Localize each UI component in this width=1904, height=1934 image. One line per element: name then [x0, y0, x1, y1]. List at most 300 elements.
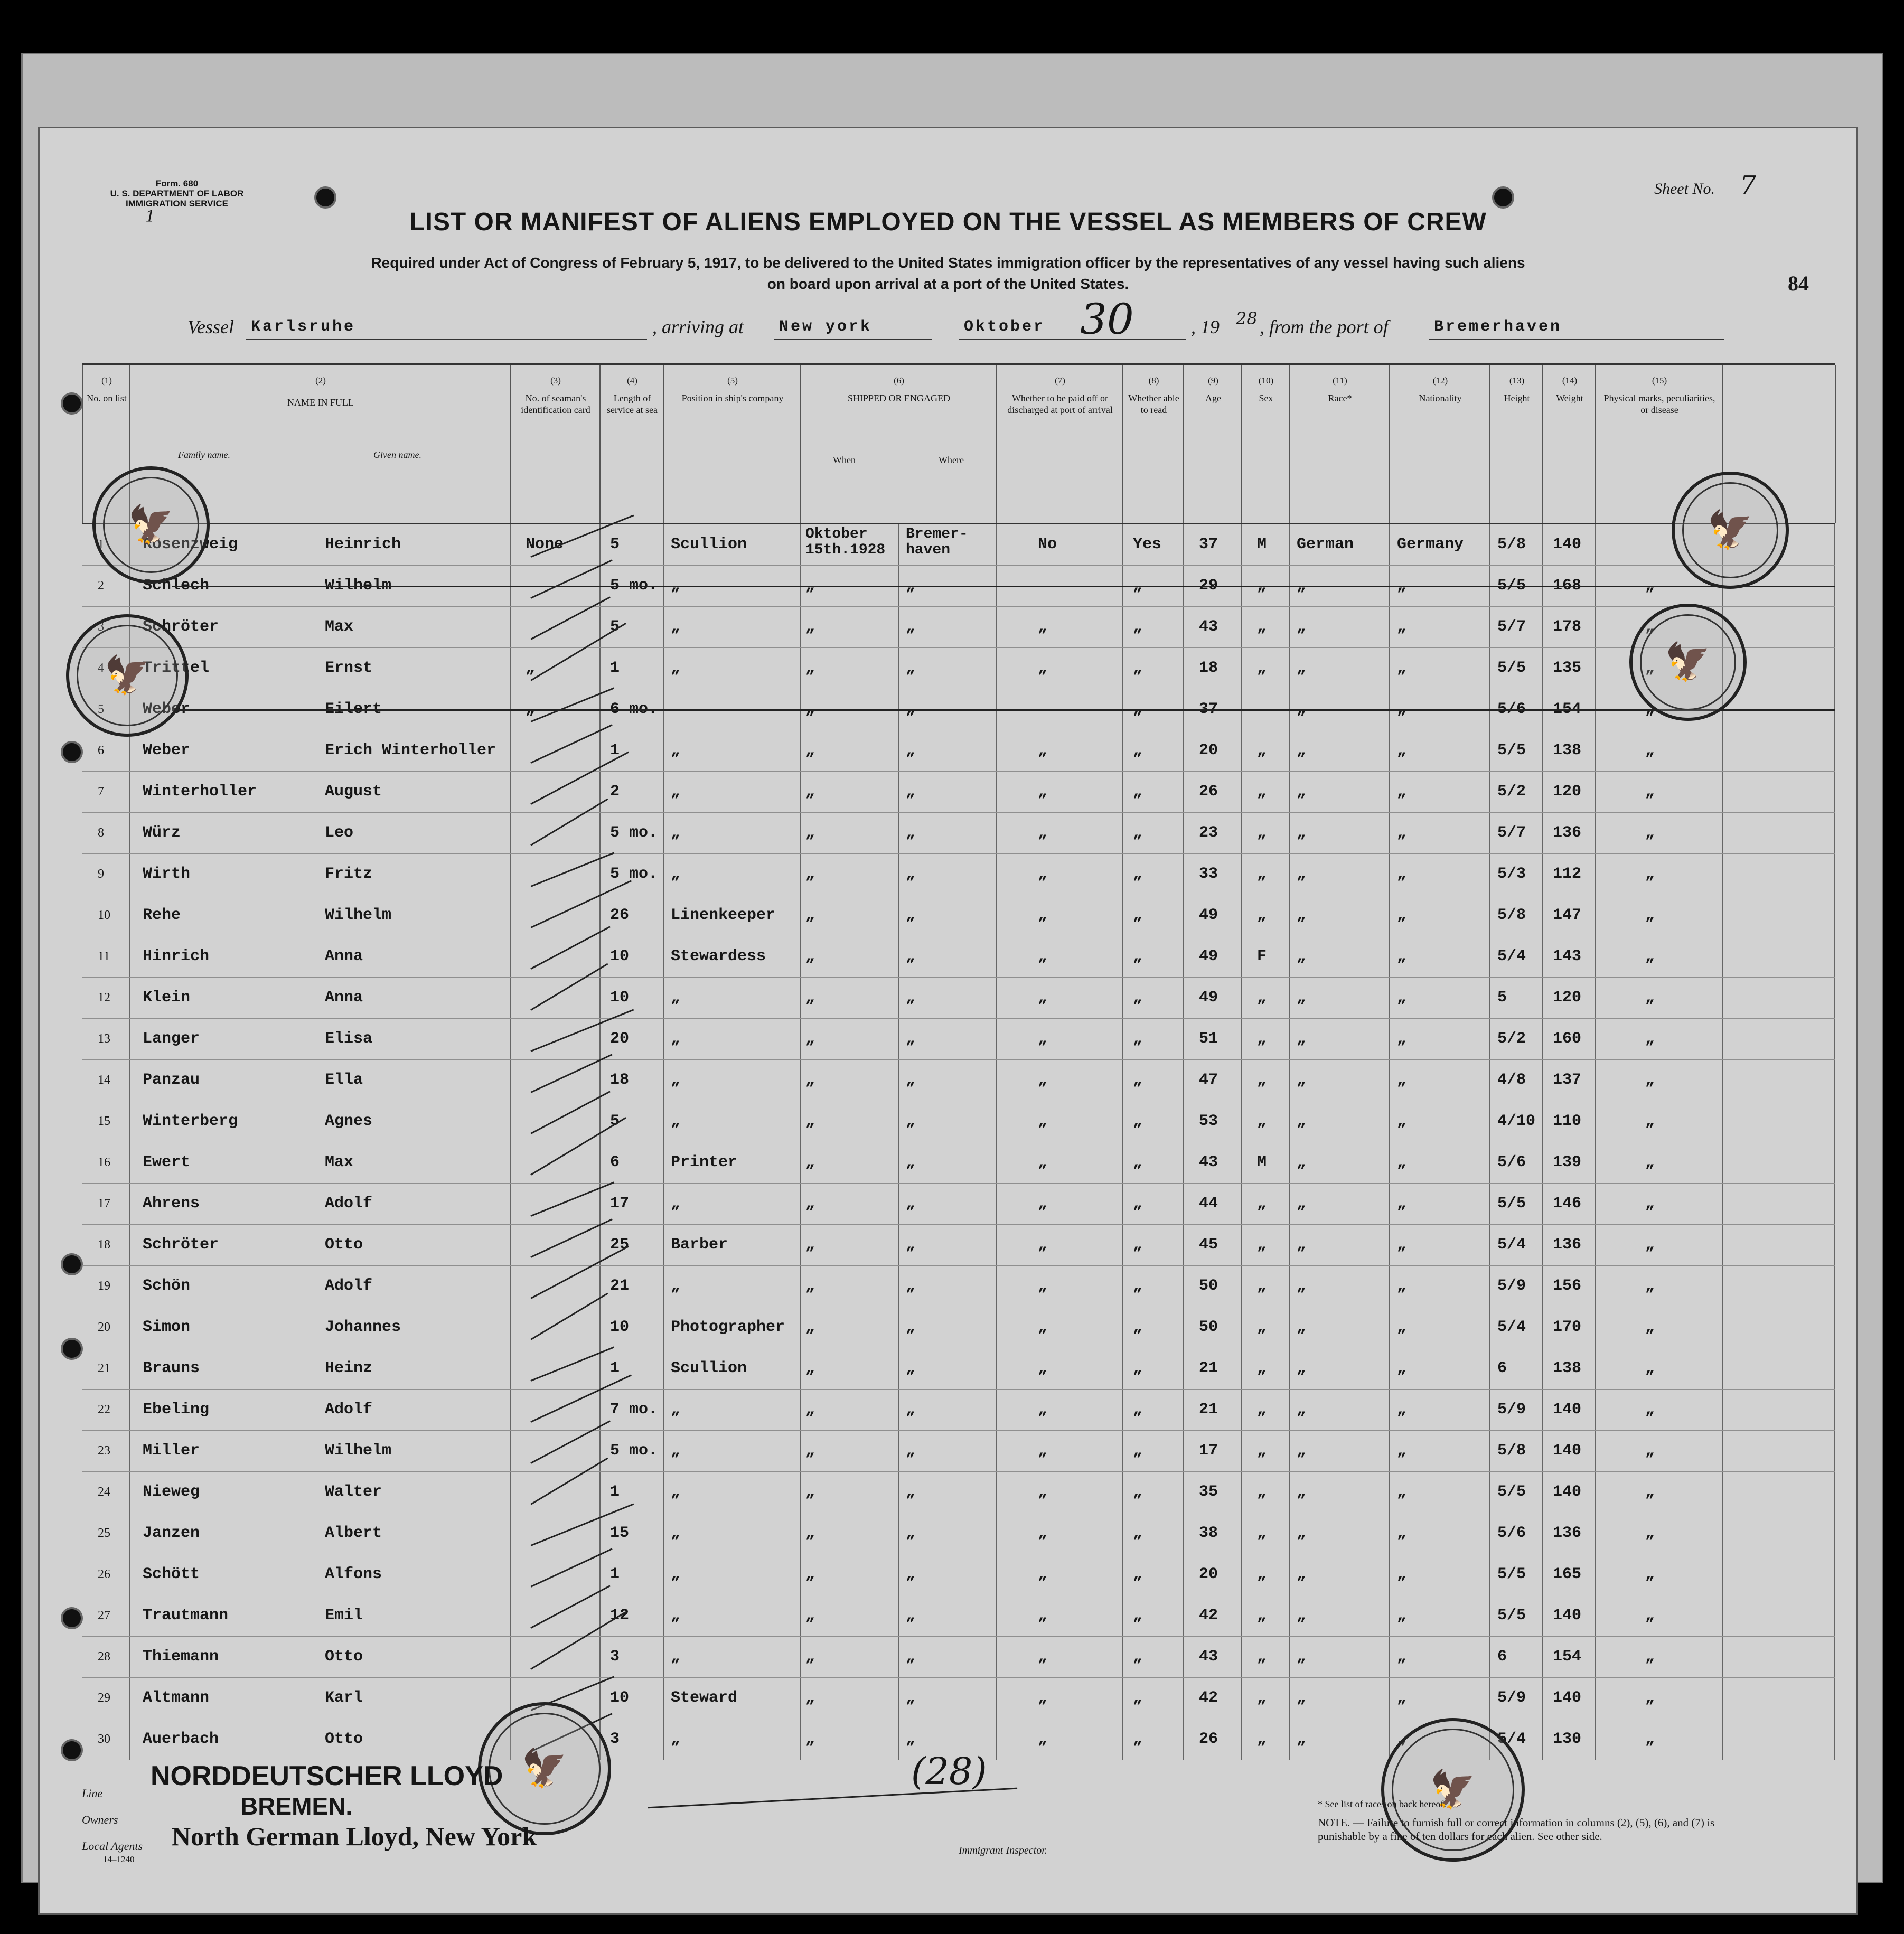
col-header-position: (5) Position in ship's company	[663, 365, 801, 523]
cell-given: Otto	[325, 1730, 363, 1748]
cell-position: „	[671, 577, 681, 595]
cell-service: 10	[610, 1318, 630, 1336]
cell-sex: „	[1257, 783, 1267, 801]
local-agents: North German Lloyd, New York	[172, 1822, 537, 1851]
col-header-nationality: (12) Nationality	[1389, 365, 1490, 523]
cell-paid-off: No	[1038, 536, 1057, 553]
cell-given: Fritz	[325, 865, 373, 883]
cell-no: 9	[98, 867, 104, 881]
cell-height: 5/4	[1497, 947, 1526, 965]
cell-sex: „	[1257, 741, 1267, 759]
consulate-stamp: 🦅	[92, 466, 210, 584]
cell-marks: „	[1645, 1195, 1655, 1213]
cell-height: 5/6	[1497, 1153, 1526, 1171]
table-row	[82, 1142, 1835, 1184]
col-header-card: (3) No. of seaman's identification card	[510, 365, 601, 523]
cell-paid-off: „	[1038, 1648, 1048, 1666]
cell-service: 5 mo.	[610, 865, 658, 883]
cell-family: Schlech	[143, 577, 210, 595]
cell-nationality: „	[1397, 1112, 1407, 1130]
cell-no: 14	[98, 1073, 110, 1087]
cell-position: „	[671, 824, 681, 842]
col-header-marks: (15) Physical marks, peculiarities, or disease	[1595, 365, 1723, 523]
cell-given: Anna	[325, 947, 363, 965]
cell-read: „	[1133, 1318, 1143, 1336]
cell-given: Eilert	[325, 700, 382, 718]
cell-marks: „	[1645, 618, 1655, 636]
cell-when: „	[805, 1277, 815, 1295]
cell-card: „	[526, 700, 536, 718]
service-name: IMMIGRATION SERVICE	[126, 199, 228, 209]
cell-age: 42	[1199, 1689, 1218, 1707]
col-header-read: (8) Whether able to read	[1122, 365, 1184, 523]
cell-sex: M	[1257, 1153, 1267, 1171]
cell-race: „	[1297, 1401, 1307, 1419]
cell-height: 5/5	[1497, 1565, 1526, 1583]
cell-age: 17	[1199, 1442, 1218, 1460]
cell-race: „	[1297, 989, 1307, 1007]
cell-position: Printer	[671, 1153, 738, 1171]
cell-read: „	[1133, 577, 1143, 595]
cell-position: Steward	[671, 1689, 738, 1707]
cell-weight: 140	[1553, 1442, 1582, 1460]
cell-race: „	[1297, 659, 1307, 677]
cell-marks: „	[1645, 947, 1655, 965]
table-row	[82, 648, 1835, 689]
check-mark	[530, 1346, 614, 1381]
cell-when: „	[805, 1648, 815, 1666]
cell-service: 5 mo.	[610, 577, 658, 595]
cell-service: 3	[610, 1648, 620, 1666]
cell-no: 16	[98, 1156, 110, 1169]
cell-weight: 178	[1553, 618, 1582, 636]
cell-no: 19	[98, 1279, 110, 1293]
cell-marks: „	[1645, 1648, 1655, 1666]
cell-marks: „	[1645, 1607, 1655, 1625]
cell-family: Weber	[143, 741, 191, 759]
cell-position: Photographer	[671, 1318, 785, 1336]
cell-paid-off: „	[1038, 1236, 1048, 1254]
cell-family: Würz	[143, 824, 181, 842]
cell-nationality: „	[1397, 906, 1407, 924]
cell-race: „	[1297, 906, 1307, 924]
cell-weight: 138	[1553, 1359, 1582, 1377]
strike-through-line	[172, 586, 1835, 587]
cell-no: 11	[98, 950, 110, 963]
cell-position: „	[671, 1401, 681, 1419]
cell-paid-off: „	[1038, 618, 1048, 636]
cell-weight: 140	[1553, 536, 1582, 553]
cell-sex: „	[1257, 1648, 1267, 1666]
cell-nationality: „	[1397, 1277, 1407, 1295]
cell-race: „	[1297, 1607, 1307, 1625]
fine-note: NOTE. — Failure to furnish full or correct information in columns (2), (5), (6), and (7) is punishable by a fine of ten dollars for each alien. See other side.	[1318, 1816, 1715, 1843]
department-name: U. S. DEPARTMENT OF LABOR	[110, 189, 244, 199]
sheet-number	[1654, 171, 1756, 200]
cell-age: 51	[1199, 1030, 1218, 1048]
col-header-family: Family name.	[178, 449, 230, 460]
cell-paid-off: „	[1038, 1195, 1048, 1213]
cell-paid-off: „	[1038, 1071, 1048, 1089]
cell-nationality: „	[1397, 577, 1407, 595]
cell-weight: 143	[1553, 947, 1582, 965]
cell-position: Linenkeeper	[671, 906, 776, 924]
cell-height: 4/10	[1497, 1112, 1536, 1130]
col-header-given: Given name.	[373, 449, 421, 460]
cell-nationality: „	[1397, 1565, 1407, 1583]
cell-where: „	[906, 1112, 916, 1130]
cell-family: Rosenzweig	[143, 536, 238, 553]
binder-hole	[61, 1607, 83, 1629]
cell-card: „	[526, 659, 536, 677]
cell-family: Hinrich	[143, 947, 210, 965]
year-suffix: 28	[1236, 308, 1258, 328]
cell-no: 28	[98, 1650, 110, 1664]
consulate-stamp: 🦅	[1629, 604, 1747, 721]
table-row	[82, 689, 1835, 730]
cell-when: „	[805, 577, 815, 595]
table-row	[82, 1348, 1835, 1390]
cell-height: 4/8	[1497, 1071, 1526, 1089]
consulate-stamp: 🦅	[478, 1702, 611, 1835]
cell-service: 5	[610, 536, 620, 553]
col-header-age: (9) Age	[1183, 365, 1242, 523]
from-label: , from the port of	[1260, 316, 1389, 337]
agents-label: Local Agents	[82, 1839, 143, 1853]
cell-height: 5/6	[1497, 700, 1526, 718]
table-row	[82, 1225, 1835, 1266]
table-row	[82, 772, 1835, 813]
cell-position: „	[671, 1607, 681, 1625]
cell-service: 5 mo.	[610, 824, 658, 842]
cell-sex: „	[1257, 1277, 1267, 1295]
table-row	[82, 1554, 1835, 1595]
cell-where: „	[906, 1401, 916, 1419]
cell-height: 6	[1497, 1648, 1507, 1666]
cell-age: 50	[1199, 1277, 1218, 1295]
manifest-sheet	[38, 127, 1858, 1915]
cell-family: Schön	[143, 1277, 191, 1295]
cell-no: 7	[98, 785, 104, 799]
cell-marks: „	[1645, 1236, 1655, 1254]
cell-marks: „	[1645, 700, 1655, 718]
table-row	[82, 1513, 1835, 1554]
cell-position: „	[671, 1730, 681, 1748]
cell-where: „	[906, 1030, 916, 1048]
cell-position: „	[671, 1524, 681, 1542]
cell-sex: „	[1257, 824, 1267, 842]
cell-marks: „	[1645, 1730, 1655, 1748]
cell-given: Alfons	[325, 1565, 382, 1583]
cell-given: Erich Winterholler	[325, 741, 496, 759]
cell-sex: „	[1257, 1359, 1267, 1377]
table-row	[82, 978, 1835, 1019]
cell-marks: „	[1645, 1318, 1655, 1336]
cell-nationality: „	[1397, 783, 1407, 801]
table-row	[82, 1595, 1835, 1637]
cell-service: 10	[610, 1689, 630, 1707]
cell-given: Wilhelm	[325, 577, 392, 595]
consulate-stamp: 🦅	[1381, 1718, 1525, 1862]
cell-service: 25	[610, 1236, 630, 1254]
cell-position: „	[671, 1442, 681, 1460]
cell-race: „	[1297, 1195, 1307, 1213]
cell-paid-off: „	[1038, 1483, 1048, 1501]
cell-nationality: „	[1397, 1318, 1407, 1336]
cell-weight: 135	[1553, 659, 1582, 677]
cell-weight: 112	[1553, 865, 1582, 883]
cell-nationality: „	[1397, 1153, 1407, 1171]
cell-position: „	[671, 618, 681, 636]
cell-family: Weber	[143, 700, 191, 718]
cell-read: „	[1133, 1153, 1143, 1171]
cell-race: „	[1297, 1648, 1307, 1666]
cell-where: „	[906, 947, 916, 965]
cell-age: 21	[1199, 1359, 1218, 1377]
cell-weight: 160	[1553, 1030, 1582, 1048]
cell-when: „	[805, 700, 815, 718]
cell-weight: 136	[1553, 824, 1582, 842]
binder-hole	[1492, 186, 1514, 209]
cell-paid-off: „	[1038, 1153, 1048, 1171]
cell-read: „	[1133, 824, 1143, 842]
cell-race: „	[1297, 618, 1307, 636]
arrival-day: 30	[1080, 295, 1134, 344]
cell-race: „	[1297, 700, 1307, 718]
cell-marks: „	[1645, 989, 1655, 1007]
cell-where: „	[906, 1689, 916, 1707]
cell-service: 5	[610, 1112, 620, 1130]
cell-height: 5/5	[1497, 1607, 1526, 1625]
cell-service: 10	[610, 947, 630, 965]
table-row	[82, 1184, 1835, 1225]
table-row	[82, 854, 1835, 895]
cell-read: „	[1133, 1030, 1143, 1048]
cell-marks: „	[1645, 1112, 1655, 1130]
cell-nationality: „	[1397, 989, 1407, 1007]
cell-family: Rehe	[143, 906, 181, 924]
cell-read: „	[1133, 906, 1143, 924]
cell-given: Leo	[325, 824, 354, 842]
cell-paid-off: „	[1038, 1030, 1048, 1048]
cell-race: „	[1297, 1318, 1307, 1336]
cell-sex: „	[1257, 1236, 1267, 1254]
cell-race: „	[1297, 947, 1307, 965]
cell-where: „	[906, 577, 916, 595]
cell-given: Anna	[325, 989, 363, 1007]
cell-sex: „	[1257, 1565, 1267, 1583]
col-header-no: (1) No. on list	[82, 365, 130, 523]
cell-age: 43	[1199, 1648, 1218, 1666]
cell-nationality: „	[1397, 1442, 1407, 1460]
cell-age: 43	[1199, 618, 1218, 636]
cell-position: „	[671, 783, 681, 801]
cell-marks: „	[1645, 659, 1655, 677]
cell-read: „	[1133, 1442, 1143, 1460]
cell-when: „	[805, 659, 815, 677]
cell-race: „	[1297, 1030, 1307, 1048]
cell-age: 43	[1199, 1153, 1218, 1171]
cell-family: Schröter	[143, 1236, 219, 1254]
cell-nationality: „	[1397, 1524, 1407, 1542]
cell-given: Adolf	[325, 1195, 373, 1213]
cell-weight: 147	[1553, 906, 1582, 924]
cell-where: „	[906, 906, 916, 924]
cell-where: „	[906, 865, 916, 883]
cell-family: Simon	[143, 1318, 191, 1336]
cell-where: „	[906, 1442, 916, 1460]
cell-when: „	[805, 783, 815, 801]
cell-given: Wilhelm	[325, 1442, 392, 1460]
cell-read: „	[1133, 947, 1143, 965]
col-header-height: (13) Height	[1489, 365, 1543, 523]
cell-read: „	[1133, 1359, 1143, 1377]
check-mark	[530, 687, 614, 722]
cell-service: 10	[610, 989, 630, 1007]
cell-when: „	[805, 947, 815, 965]
cell-family: Schröter	[143, 618, 219, 636]
table-row	[82, 1060, 1835, 1101]
cell-read: „	[1133, 783, 1143, 801]
arriving-label: , arriving at	[652, 316, 744, 337]
cell-when: „	[805, 1565, 815, 1583]
cell-race: „	[1297, 783, 1307, 801]
cell-family: Ewert	[143, 1153, 191, 1171]
cell-no: 20	[98, 1320, 110, 1334]
cell-paid-off: „	[1038, 1689, 1048, 1707]
cell-no: 25	[98, 1526, 110, 1540]
table-row	[82, 730, 1835, 772]
year-prefix: , 19	[1191, 316, 1220, 337]
cell-weight: 120	[1553, 989, 1582, 1007]
cell-nationality: Germany	[1397, 536, 1464, 553]
cell-age: 45	[1199, 1236, 1218, 1254]
cell-paid-off: „	[1038, 824, 1048, 842]
cell-height: 5/4	[1497, 1730, 1526, 1748]
cell-where: „	[906, 1195, 916, 1213]
cell-height: 5/4	[1497, 1236, 1526, 1254]
cell-weight: 146	[1553, 1195, 1582, 1213]
cell-family: Klein	[143, 989, 191, 1007]
sheet-value: 7	[1740, 171, 1756, 200]
consulate-stamp: 🦅	[66, 614, 189, 737]
cell-family: Ahrens	[143, 1195, 200, 1213]
from-port: Bremerhaven	[1434, 318, 1562, 336]
cell-service: 6 mo.	[610, 700, 658, 718]
cell-no: 23	[98, 1444, 110, 1458]
cell-position: Scullion	[671, 1359, 747, 1377]
col-header-weight: (14) Weight	[1542, 365, 1596, 523]
cell-when: „	[805, 618, 815, 636]
cell-read: „	[1133, 865, 1143, 883]
cell-service: 21	[610, 1277, 630, 1295]
cell-race: „	[1297, 1359, 1307, 1377]
strike-through-line	[172, 709, 1835, 711]
cell-given: Albert	[325, 1524, 382, 1542]
cell-sex: „	[1257, 1030, 1267, 1048]
cell-marks: „	[1645, 1277, 1655, 1295]
cell-age: 38	[1199, 1524, 1218, 1542]
cell-service: 12	[610, 1607, 630, 1625]
cell-read: „	[1133, 700, 1143, 718]
crew-manifest-table	[82, 363, 1835, 1760]
table-row	[82, 1678, 1835, 1719]
cell-weight: 154	[1553, 700, 1582, 718]
table-row	[82, 895, 1835, 936]
table-header	[82, 363, 1835, 524]
cell-nationality: „	[1397, 1195, 1407, 1213]
cell-nationality: „	[1397, 659, 1407, 677]
inspector-label: Immigrant Inspector.	[959, 1845, 1047, 1856]
cell-position: „	[671, 1112, 681, 1130]
cell-marks: „	[1645, 865, 1655, 883]
cell-weight: 139	[1553, 1153, 1582, 1171]
cell-age: 50	[1199, 1318, 1218, 1336]
cell-position: „	[671, 1648, 681, 1666]
cell-nationality: „	[1397, 1483, 1407, 1501]
cell-race: „	[1297, 577, 1307, 595]
cell-paid-off: „	[1038, 741, 1048, 759]
cell-position: „	[671, 1030, 681, 1048]
cell-height: 5/9	[1497, 1277, 1526, 1295]
cell-read: „	[1133, 1648, 1143, 1666]
cell-when: „	[805, 1318, 815, 1336]
cell-when: „	[805, 1607, 815, 1625]
cell-paid-off: „	[1038, 1607, 1048, 1625]
cell-age: 42	[1199, 1607, 1218, 1625]
col-header-when: When	[833, 455, 856, 465]
cell-position: „	[671, 989, 681, 1007]
cell-paid-off: „	[1038, 1442, 1048, 1460]
cell-age: 49	[1199, 947, 1218, 965]
cell-sex: „	[1257, 577, 1267, 595]
table-row	[82, 1431, 1835, 1472]
cell-weight: 156	[1553, 1277, 1582, 1295]
cell-nationality: „	[1397, 865, 1407, 883]
cell-read: Yes	[1133, 536, 1162, 553]
subtitle-line-2: on board upon arrival at a port of the United States.	[767, 276, 1129, 292]
cell-paid-off: „	[1038, 659, 1048, 677]
cell-service: 20	[610, 1030, 630, 1048]
cell-read: „	[1133, 1524, 1143, 1542]
cell-position: Barber	[671, 1236, 728, 1254]
cell-when: „	[805, 1689, 815, 1707]
cell-marks: „	[1645, 906, 1655, 924]
cell-sex: „	[1257, 1112, 1267, 1130]
cell-no: 8	[98, 826, 104, 840]
form-number: Form. 680	[155, 179, 199, 189]
cell-age: 26	[1199, 1730, 1218, 1748]
cell-no: 5	[98, 702, 104, 716]
cell-when: „	[805, 741, 815, 759]
cell-where: „	[906, 618, 916, 636]
cell-read: „	[1133, 1565, 1143, 1583]
col-header-shipped: (6) SHIPPED OR ENGAGED When Where	[800, 365, 997, 523]
cell-marks: „	[1645, 1401, 1655, 1419]
cell-when: „	[805, 1195, 815, 1213]
cell-service: 7 mo.	[610, 1401, 658, 1419]
cell-where: „	[906, 1236, 916, 1254]
cell-race: „	[1297, 1730, 1307, 1748]
cell-age: 29	[1199, 577, 1218, 595]
cell-where: „	[906, 1730, 916, 1748]
cell-read: „	[1133, 1483, 1143, 1501]
cell-weight: 165	[1553, 1565, 1582, 1583]
cell-nationality: „	[1397, 1648, 1407, 1666]
cell-where: „	[906, 1524, 916, 1542]
subtitle-line-1: Required under Act of Congress of February 5, 1917, to be delivered to the United States immigration officer by the representatives of any vessel having such aliens	[371, 255, 1525, 271]
table-row	[82, 936, 1835, 978]
